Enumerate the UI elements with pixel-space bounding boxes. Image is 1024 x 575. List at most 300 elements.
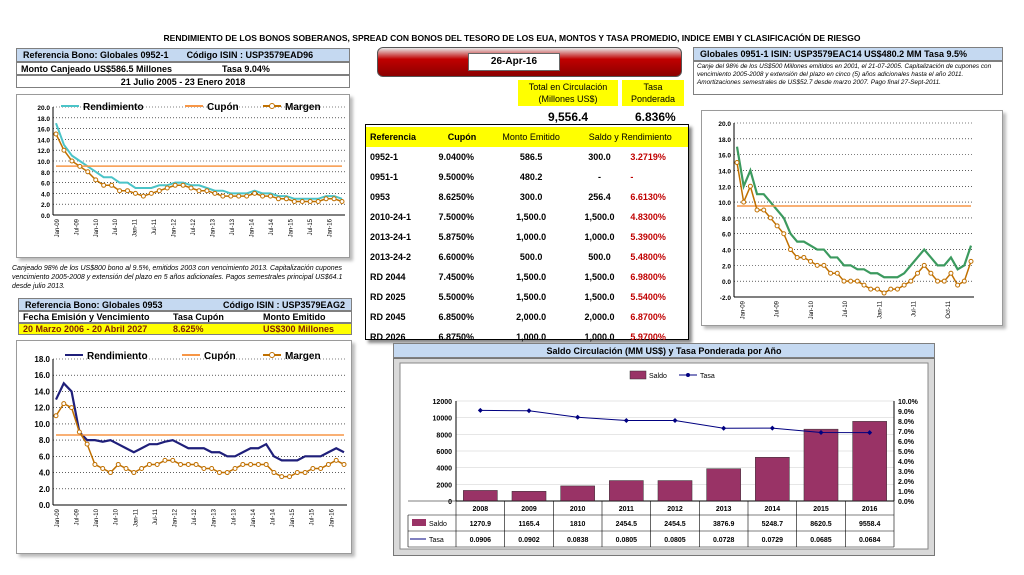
chart4-box [393,358,935,556]
margen-point [862,283,866,287]
x-tick-label: Jan-09 [740,301,747,320]
cell-saldo: 2,000.0 [584,312,615,322]
margen-point [849,279,853,283]
margen-point [217,471,221,475]
x-tick-label: 2013 [715,506,732,513]
margen-point [936,279,940,283]
margen-point [237,194,241,198]
tasa-value: 0.0685 [810,537,832,544]
x-tick-label: Jul-13 [230,219,237,236]
margen-point [171,458,175,462]
y2-tick-label: 5.0% [898,449,914,456]
table-row [366,187,688,207]
margen-point [326,462,330,466]
y-tick-label: 8.0 [38,436,50,446]
cell-rend: 5.9700% [630,332,666,342]
y-tick-label: 6.0 [40,180,50,188]
bond2-amount: US$300 Millones [263,324,335,334]
saldo-bar [463,490,497,501]
tasa-value: 0.0906 [469,537,492,544]
y-tick-label: 0 [448,499,452,506]
margen-point [762,208,766,212]
y-tick-label: -2.0 [719,295,731,302]
cell-cupon: 6.8500% [438,312,474,322]
y-tick-label: 12.0 [37,148,50,156]
legend-label: Saldo [649,373,667,380]
table-row-label: Tasa [429,537,444,544]
y-tick-label: 12.0 [34,403,50,413]
x-tick-label: Jan-10 [808,301,815,320]
margen-point [194,462,198,466]
x-tick-label: Jan-14 [249,219,256,238]
y-tick-label: 10000 [432,415,452,423]
saldo-bar [755,457,789,501]
summary-rate: 6.836% [635,110,676,124]
bonds-table-box [365,124,689,340]
x-tick-label: Jan-10 [94,509,101,528]
margen-point [809,259,813,263]
saldo-value: 9558.4 [858,521,881,528]
y-tick-label: 0.0 [721,279,731,287]
margen-point [272,471,276,475]
table-header-row [366,127,688,147]
cell-rend: 5.3900% [630,232,666,242]
y-tick-label: 8.0 [40,169,50,177]
cell-rend: 6.9800% [630,272,666,282]
x-tick-label: Jan-12 [172,509,179,528]
margen-point [197,189,201,193]
margen-point [147,462,151,466]
series-line-rendimiento [737,147,971,278]
table-row [366,147,688,167]
bond2-rate: 8.625% [173,324,204,334]
cell-rend: - [630,172,634,182]
margen-point [815,263,819,267]
margen-point [748,184,752,188]
margen-point [179,462,183,466]
margen-point [225,471,229,475]
bond2-cols [18,311,352,323]
chart1-yield-0952 [17,95,351,259]
cell-monto: 480.2 [519,172,543,182]
y2-tick-label: 2.0% [898,479,914,486]
chart2-box [16,340,352,554]
y-tick-label: 6.0 [721,231,731,239]
margen-point [735,161,739,165]
legend-label: Cupón [204,351,236,362]
bond2-col1: Fecha Emisión y Vencimiento [23,312,150,322]
cell-cupon: 9.0400% [438,152,474,162]
y-tick-label: 2.0 [40,202,50,210]
y2-tick-label: 0.0% [898,499,914,506]
cell-rend: 4.8300% [630,212,666,222]
cell-rend: 3.2719% [630,152,666,162]
table-row [366,167,688,187]
cell-ref: 2010-24-1 [370,212,412,222]
y2-tick-label: 10.0% [898,399,918,406]
margen-point [173,183,177,187]
th-monto: Monto Emitido [490,127,573,147]
x-tick-label: Jan-15 [290,509,297,528]
bond3-note: Canje del 98% de los US$500 Millones emitidos en 2001, el 21-07-2005. Capitalización de cupones con vencimiento 2005-2008 y extensión del plazo en cinco (5) años adicionales hasta el año 2011. Amortizaciones semestrales de US$52.7 desde marzo 2007. Pago final 27-Sept-2011. [693,61,1003,95]
margen-point [340,200,344,204]
cell-saldo: 256.4 [588,192,611,202]
margen-point [755,208,759,212]
x-tick-label: Jan-16 [327,219,334,238]
margen-point [949,271,953,275]
x-tick-label: Jul-15 [309,509,316,526]
margen-point [782,232,786,236]
y-tick-label: 14.0 [37,137,50,145]
series-line-rendimiento [56,383,344,460]
cell-monto: 1,500.0 [516,212,547,222]
margen-point [929,271,933,275]
tasa-value: 0.0902 [518,537,540,544]
tasa-value: 0.0838 [566,537,589,544]
x-tick-label: Jan-13 [210,219,217,238]
saldo-bar [561,486,595,501]
margen-point [94,178,98,182]
margen-point [829,271,833,275]
margen-point [85,442,89,446]
cell-saldo: 300.0 [588,152,611,162]
saldo-bar [512,491,546,501]
saldo-bar [658,481,692,501]
y-tick-label: 2.0 [38,484,50,494]
x-tick-label: Jul-09 [74,219,81,236]
margen-point [956,283,960,287]
saldo-value: 1165.4 [518,521,540,528]
cell-cupon: 6.8750% [438,332,474,342]
margen-point [902,283,906,287]
chart2-yield-0953 [17,341,353,555]
margen-point [205,189,209,193]
x-tick-label: Oct-11 [946,301,952,319]
margen-point [288,475,292,479]
cell-cupon: 7.4500% [438,272,474,282]
saldo-value: 2454.5 [664,521,686,528]
x-tick-label: Jul-12 [192,509,199,526]
margen-point [311,467,315,471]
saldo-bar [707,469,741,501]
saldo-value: 8620.5 [810,521,832,528]
bond2-vals [18,323,352,335]
cell-cupon: 5.5000% [438,292,474,302]
x-tick-label: Jul-09 [74,509,81,526]
x-tick-label: Jul-13 [231,509,238,526]
bond2-header [18,298,352,311]
x-tick-label: Jan-12 [171,219,178,238]
margen-point [875,287,879,291]
table-row [366,227,688,247]
cell-monto: 1,500.0 [516,272,547,282]
legend-label: Margen [285,102,321,113]
margen-point [768,216,772,220]
cell-ref: RD 2045 [370,312,406,322]
cell-ref: 0953 [370,192,391,202]
margen-point [742,200,746,204]
margen-point [916,271,920,275]
x-tick-label: Jul-12 [191,219,198,236]
margen-point [165,186,169,190]
report-date: 26-Apr-16 [468,53,560,71]
table-row [366,247,688,267]
x-tick-label: Jan-14 [250,509,257,528]
margen-point [229,194,233,198]
cell-ref: 2013-24-1 [370,232,412,242]
x-tick-label: Jan-11 [132,219,139,237]
table-row [366,307,688,327]
y-tick-label: 8.0 [721,215,731,223]
cell-monto: 2,000.0 [516,312,547,322]
x-tick-label: Jan-15 [288,219,295,238]
bond1-isin: Código ISIN : USP3579EAD96 [186,50,314,60]
margen-point [300,200,304,204]
y2-tick-label: 4.0% [898,459,914,466]
cell-ref: RD 2044 [370,272,406,282]
chart3-box [701,110,1003,326]
margen-point [186,462,190,466]
saldo-value: 1270.9 [469,521,492,528]
cell-ref: 0952-1 [370,152,399,162]
saldo-value: 1810 [569,521,586,528]
legend-label: Margen [285,351,321,362]
y-tick-label: 14.0 [718,168,731,176]
bond1-ref: Referencia Bono: Globales 0952-1 [23,50,169,60]
margen-point [855,279,859,283]
margen-point [280,475,284,479]
cell-saldo: 1,500.0 [584,292,615,302]
y-tick-label: 18.0 [37,115,50,123]
legend-label: Cupón [207,102,239,113]
margen-point [118,189,122,193]
margen-point [133,191,137,195]
y-tick-label: 20.0 [37,105,50,112]
bond2-col2: Tasa Cupón [173,312,224,322]
x-tick-label: Jul-10 [843,301,850,318]
th-cupon: Cupón [434,127,489,147]
chart1-box [16,94,350,258]
chart4-saldo-tasa [394,359,934,555]
margen-point [942,279,946,283]
margen-point [221,194,225,198]
th-saldo: Saldo y Rendimiento [573,127,688,147]
margen-point [295,471,299,475]
y-tick-label: 2.0 [721,263,731,271]
bond3-header: Globales 0951-1 ISIN: USP3579EAC14 US$480.2 MM Tasa 9.5% [693,47,1003,61]
legend-label: Tasa [700,373,715,380]
margen-point [962,279,966,283]
y-tick-label: 4.0 [721,247,731,255]
margen-point [102,183,106,187]
y2-tick-label: 3.0% [898,469,914,476]
cell-saldo: 500.0 [588,252,611,262]
margen-point [835,271,839,275]
y-tick-label: 4000 [436,465,452,473]
x-tick-label: Jul-14 [268,219,275,236]
bond2-col3: Monto Emitido [263,312,326,322]
bond1-dates: 21 Julio 2005 - 23 Enero 2018 [16,75,350,88]
margen-point [62,402,66,406]
x-tick-label: Jul-11 [152,219,159,235]
margen-point [922,263,926,267]
x-tick-label: Jan-11 [133,509,140,527]
tasa-value: 0.0728 [712,537,735,544]
y-tick-label: 2000 [436,482,452,490]
legend-tasa-marker [686,373,690,377]
x-tick-label: Jan-10 [93,219,100,238]
margen-point [54,414,58,418]
y-tick-label: 6000 [436,449,452,456]
margen-point [140,467,144,471]
margen-point [264,462,268,466]
y2-tick-label: 7.0% [898,429,914,436]
margen-point [895,287,899,291]
x-tick-label: Jan-11 [877,301,884,319]
y-tick-label: 0.0 [40,213,50,220]
legend-marker [270,353,275,358]
margen-point [213,191,217,195]
margen-point [108,471,112,475]
cell-saldo: 1,500.0 [584,272,615,282]
y-tick-label: 10.0 [37,159,50,166]
legend-saldo-swatch [630,371,646,379]
margen-point [157,189,161,193]
y-tick-label: 14.0 [34,387,50,397]
bond2-ref: Referencia Bono: Globales 0953 [25,299,163,310]
y2-tick-label: 9.0% [898,409,914,416]
x-tick-label: 2008 [472,506,489,513]
th-ref: Referencia [366,127,434,147]
margen-point [802,255,806,259]
x-tick-label: 2015 [813,506,829,513]
y-tick-label: 18.0 [718,136,731,144]
margen-point [292,200,296,204]
margen-point [124,467,128,471]
legend-marker [270,104,275,109]
margen-point [70,406,74,410]
margen-point [882,291,886,295]
cell-monto: 1,500.0 [516,292,547,302]
saldo-bar [804,429,838,501]
bond1-monto: Monto Canjeado US$586.5 Millones [21,63,173,74]
margen-point [308,200,312,204]
summary-total: 9,556.4 [548,110,589,124]
margen-point [116,462,120,466]
legend-label: Rendimiento [87,351,148,362]
cell-cupon: 9.5000% [438,172,474,182]
margen-point [324,197,328,201]
margen-point [276,197,280,201]
cell-rend: 5.4800% [630,252,666,262]
margen-point [78,164,82,168]
cell-ref: 0951-1 [370,172,399,182]
cell-saldo: 1,000.0 [584,332,615,342]
cell-saldo: 1,500.0 [584,212,615,222]
bond2-isin: Código ISIN : USP3579EAG2 [222,299,345,310]
x-tick-label: Jan-09 [54,509,61,528]
y2-tick-label: 1.0% [898,489,914,496]
margen-point [334,458,338,462]
x-tick-label: 2012 [667,506,683,513]
margen-point [269,194,273,198]
margen-point [253,191,257,195]
margen-point [233,467,237,471]
x-tick-label: Jan-16 [329,509,336,528]
y2-tick-label: 8.0% [898,419,914,426]
margen-point [969,259,973,263]
saldo-value: 5248.7 [761,521,784,528]
y-tick-label: 16.0 [34,371,50,381]
margen-point [842,279,846,283]
saldo-bar [609,481,643,501]
margen-point [256,462,260,466]
margen-point [132,471,136,475]
margen-point [189,186,193,190]
margen-point [93,462,97,466]
cell-cupon: 7.5000% [438,212,474,222]
margen-point [141,194,145,198]
table-row [366,287,688,307]
margen-point [241,462,245,466]
cell-monto: 500.0 [519,252,543,262]
x-tick-label: 2016 [861,506,878,513]
summary-total-header: Total en Circulación (Millones US$) [518,80,618,106]
margen-point [110,183,114,187]
x-tick-label: 2014 [764,506,781,513]
table-saldo-swatch [412,519,426,526]
margen-point [86,170,90,174]
page-title: RENDIMIENTO DE LOS BONOS SOBERANOS, SPREAD CON BONOS DEL TESORO DE LOS EUA, MONTOS Y TASA PROMEDIO, INDICE EMBI Y CLASIFICACIÓN DE RIESGO [163,33,861,43]
cell-cupon: 5.8750% [438,232,474,242]
margen-point [342,462,346,466]
x-tick-label: Jul-15 [307,219,314,236]
margen-point [261,194,265,198]
tasa-value: 0.0684 [858,537,881,544]
y-tick-label: 12000 [432,399,452,406]
margen-point [795,255,799,259]
margen-point [775,224,779,228]
x-tick-label: Jul-11 [911,301,918,317]
margen-point [77,430,81,434]
margen-point [889,287,893,291]
cell-monto: 1,000.0 [516,232,547,242]
x-tick-label: Jul-09 [774,301,781,318]
bonds-table [366,127,688,347]
summary-rate-header: Tasa Ponderada [622,80,684,106]
y-tick-label: 6.0 [38,452,50,462]
y-tick-label: 8000 [436,432,452,440]
margen-point [303,471,307,475]
tasa-value: 0.0805 [615,537,638,544]
bond1-info [16,62,350,75]
margen-point [284,197,288,201]
cell-saldo: - [598,172,601,182]
margen-point [101,467,105,471]
margen-point [249,462,253,466]
y-tick-label: 10.0 [718,200,731,208]
x-tick-label: 2011 [618,506,634,513]
y-tick-label: 20.0 [718,121,731,128]
margen-point [155,462,159,466]
chart4-title: Saldo Circulación (MM US$) y Tasa Ponderada por Año [393,343,935,358]
saldo-value: 2454.5 [615,521,638,528]
bond1-header [16,48,350,62]
margen-point [332,197,336,201]
table-row [366,207,688,227]
y-tick-label: 18.0 [34,355,50,364]
margen-point [245,194,249,198]
